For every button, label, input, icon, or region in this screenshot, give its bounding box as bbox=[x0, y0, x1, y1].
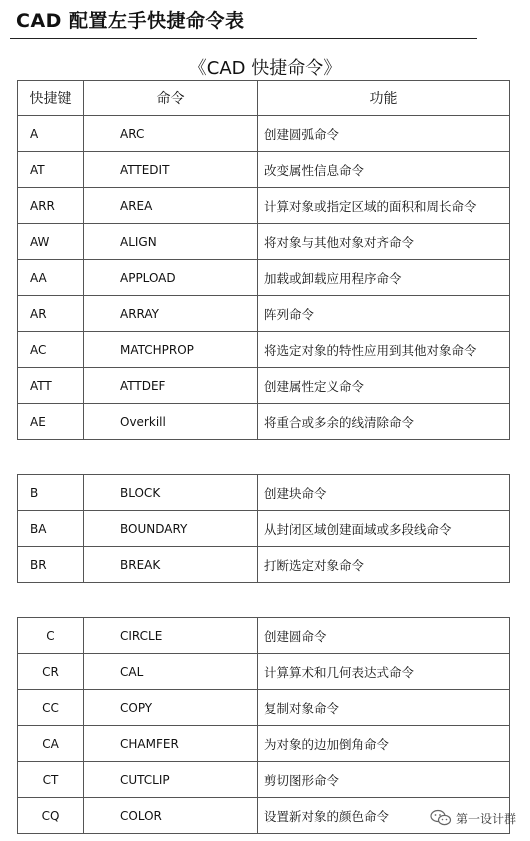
function-cell: 创建块命令 bbox=[258, 475, 510, 511]
function-cell: 加载或卸载应用程序命令 bbox=[258, 260, 510, 296]
title-underline bbox=[10, 38, 477, 39]
function-cell: 从封闭区域创建面域或多段线命令 bbox=[258, 511, 510, 547]
table-body-c bbox=[18, 618, 510, 834]
table-row bbox=[18, 332, 510, 368]
command-cell: MATCHPROP bbox=[84, 332, 258, 368]
table-header-row bbox=[18, 81, 510, 116]
function-cell: 为对象的边加倒角命令 bbox=[258, 726, 510, 762]
table-row bbox=[18, 188, 510, 224]
command-cell: COLOR bbox=[84, 798, 258, 834]
table-row bbox=[18, 511, 510, 547]
page-title: CAD 配置左手快捷命令表 bbox=[16, 10, 245, 32]
shortcut-cell: CQ bbox=[18, 798, 84, 834]
command-cell: CIRCLE bbox=[84, 618, 258, 654]
table-row bbox=[18, 368, 510, 404]
shortcut-cell: AA bbox=[18, 260, 84, 296]
table-row bbox=[18, 224, 510, 260]
function-cell: 复制对象命令 bbox=[258, 690, 510, 726]
shortcut-table-c bbox=[17, 617, 510, 834]
command-cell: COPY bbox=[84, 690, 258, 726]
function-cell: 打断选定对象命令 bbox=[258, 547, 510, 583]
table-row bbox=[18, 726, 510, 762]
table-row bbox=[18, 116, 510, 152]
shortcut-cell: ARR bbox=[18, 188, 84, 224]
function-cell: 改变属性信息命令 bbox=[258, 152, 510, 188]
table-row bbox=[18, 404, 510, 440]
column-header-function: 功能 bbox=[258, 81, 510, 116]
shortcut-cell: B bbox=[18, 475, 84, 511]
table-row bbox=[18, 618, 510, 654]
command-cell: CUTCLIP bbox=[84, 762, 258, 798]
function-cell: 将重合或多余的线清除命令 bbox=[258, 404, 510, 440]
column-header-shortcut: 快捷键 bbox=[18, 81, 84, 116]
shortcut-cell: AE bbox=[18, 404, 84, 440]
function-cell: 将对象与其他对象对齐命令 bbox=[258, 224, 510, 260]
table-row bbox=[18, 762, 510, 798]
command-cell: APPLOAD bbox=[84, 260, 258, 296]
wechat-chat-icon bbox=[430, 809, 452, 827]
shortcut-cell: CC bbox=[18, 690, 84, 726]
command-cell: ARRAY bbox=[84, 296, 258, 332]
command-cell: ATTEDIT bbox=[84, 152, 258, 188]
command-cell: CAL bbox=[84, 654, 258, 690]
command-cell: Overkill bbox=[84, 404, 258, 440]
function-cell: 将选定对象的特性应用到其他对象命令 bbox=[258, 332, 510, 368]
function-cell: 阵列命令 bbox=[258, 296, 510, 332]
function-cell: 创建属性定义命令 bbox=[258, 368, 510, 404]
shortcut-cell: BR bbox=[18, 547, 84, 583]
command-cell: BLOCK bbox=[84, 475, 258, 511]
command-cell: AREA bbox=[84, 188, 258, 224]
command-cell: ARC bbox=[84, 116, 258, 152]
shortcut-cell: C bbox=[18, 618, 84, 654]
shortcut-table-b bbox=[17, 474, 510, 583]
shortcut-cell: AT bbox=[18, 152, 84, 188]
function-cell: 计算算术和几何表达式命令 bbox=[258, 654, 510, 690]
command-cell: ATTDEF bbox=[84, 368, 258, 404]
column-header-command: 命令 bbox=[84, 81, 258, 116]
table-body-a bbox=[18, 116, 510, 440]
command-cell: BOUNDARY bbox=[84, 511, 258, 547]
shortcut-table-a bbox=[17, 80, 510, 440]
shortcut-cell: A bbox=[18, 116, 84, 152]
command-cell: BREAK bbox=[84, 547, 258, 583]
shortcut-cell: CA bbox=[18, 726, 84, 762]
shortcut-cell: CR bbox=[18, 654, 84, 690]
table-row bbox=[18, 547, 510, 583]
function-cell: 剪切图形命令 bbox=[258, 762, 510, 798]
shortcut-cell: BA bbox=[18, 511, 84, 547]
shortcut-cell: CT bbox=[18, 762, 84, 798]
shortcut-cell: AC bbox=[18, 332, 84, 368]
table-subtitle: 《CAD 快捷命令》 bbox=[188, 58, 342, 79]
command-cell: CHAMFER bbox=[84, 726, 258, 762]
watermark-text: 第一设计群 bbox=[455, 811, 516, 826]
table-body-b bbox=[18, 475, 510, 583]
table-row bbox=[18, 296, 510, 332]
shortcut-cell: ATT bbox=[18, 368, 84, 404]
table-row bbox=[18, 475, 510, 511]
shortcut-cell: AW bbox=[18, 224, 84, 260]
watermark bbox=[430, 809, 516, 827]
shortcut-cell: AR bbox=[18, 296, 84, 332]
table-row bbox=[18, 260, 510, 296]
function-cell: 创建圆弧命令 bbox=[258, 116, 510, 152]
table-row bbox=[18, 690, 510, 726]
function-cell: 计算对象或指定区域的面积和周长命令 bbox=[258, 188, 510, 224]
function-cell: 创建圆命令 bbox=[258, 618, 510, 654]
table-row bbox=[18, 152, 510, 188]
command-cell: ALIGN bbox=[84, 224, 258, 260]
table-row bbox=[18, 654, 510, 690]
function-cell: 设置新对象的颜色命令 bbox=[258, 798, 510, 834]
